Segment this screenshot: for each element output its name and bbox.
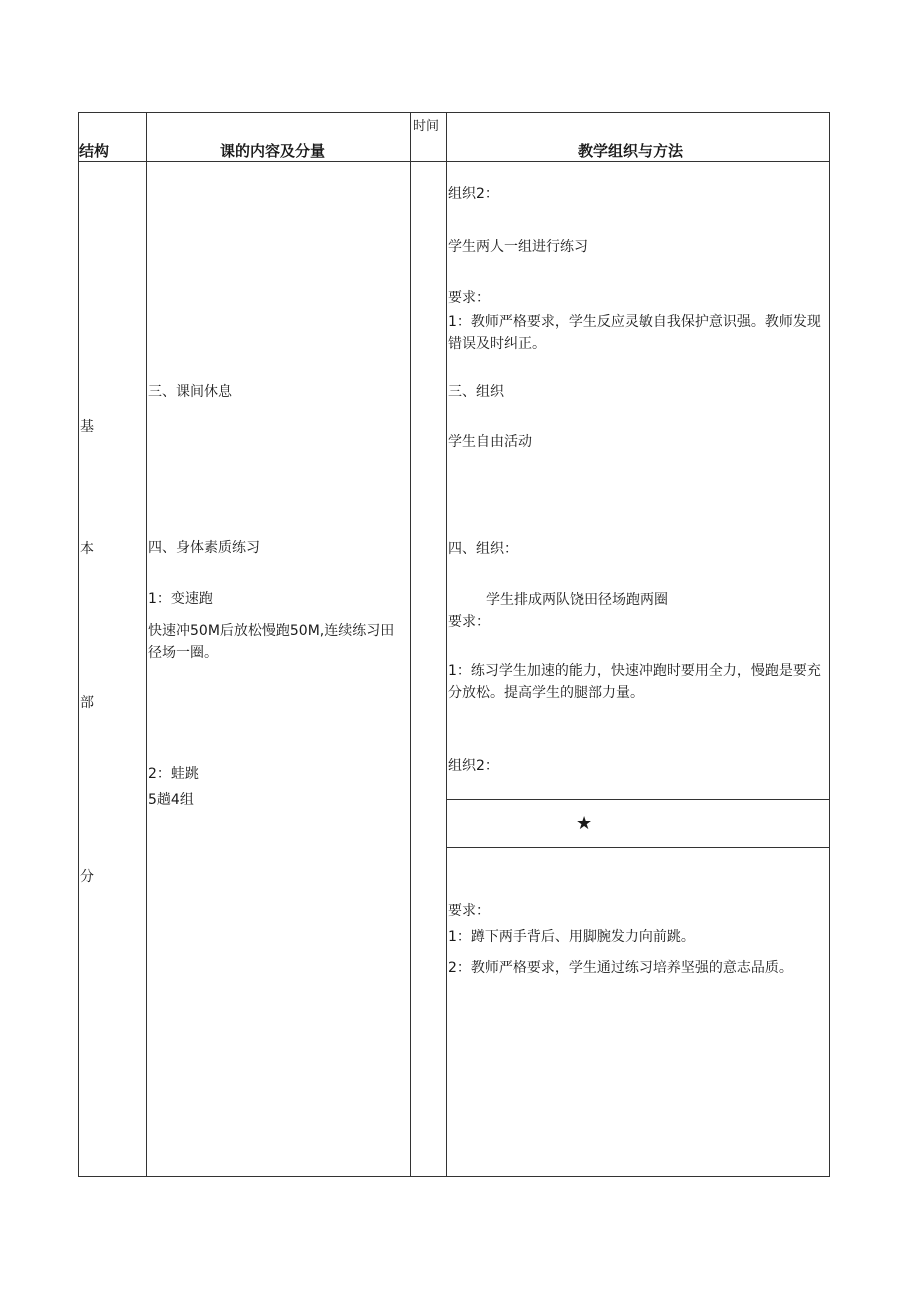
requirements-label: 要求： xyxy=(448,903,490,919)
organization-4-label: 四、组织： xyxy=(448,541,518,557)
exercise-1-description: 快速冲50M后放松慢跑50M,连续练习田径场一圈。 xyxy=(148,623,395,661)
organization-2-label: 组织2： xyxy=(448,758,499,774)
requirements-label: 要求： xyxy=(448,614,490,630)
requirement-item: 1：练习学生加速的能力，快速冲跑时要用全力，慢跑是要充分放松。提高学生的腿部力量。 xyxy=(448,663,821,701)
structure-char: 分 xyxy=(80,869,94,885)
exercise-2-description: 5趟4组 xyxy=(148,792,194,808)
requirements-label: 要求： xyxy=(448,290,490,306)
requirement-item: 2：教师严格要求，学生通过练习培养坚强的意志品质。 xyxy=(448,960,793,976)
exercise-1-title: 1：变速跑 xyxy=(148,591,213,607)
pairs-practice-text: 学生两人一组进行练习 xyxy=(448,239,588,255)
laps-text: 学生排成两队饶田径场跑两圈 xyxy=(486,592,668,608)
requirement-item: 1：蹲下两手背后、用脚腕发力向前跳。 xyxy=(448,929,695,945)
column-divider xyxy=(146,112,147,1177)
star-icon: ★ xyxy=(576,813,593,834)
diagram-box-top xyxy=(446,799,830,800)
structure-char: 部 xyxy=(80,695,94,711)
column-divider xyxy=(410,112,411,1177)
header-time: 时间 xyxy=(413,119,440,134)
header-structure: 结构 xyxy=(79,142,110,160)
header-content: 课的内容及分量 xyxy=(220,142,326,160)
rest-title: 三、课间休息 xyxy=(148,384,232,400)
requirement-item: 1：教师严格要求，学生反应灵敏自我保护意识强。教师发现错误及时纠正。 xyxy=(448,314,821,352)
organization-3-label: 三、组织 xyxy=(448,384,504,400)
structure-char: 基 xyxy=(80,419,94,435)
organization-2-label: 组织2： xyxy=(448,186,499,202)
header-divider xyxy=(78,161,830,162)
column-divider xyxy=(446,112,447,1177)
fitness-title: 四、身体素质练习 xyxy=(148,540,260,556)
structure-char: 本 xyxy=(80,541,94,557)
header-method: 教学组织与方法 xyxy=(578,142,684,160)
free-activity-text: 学生自由活动 xyxy=(448,434,532,450)
exercise-2-title: 2：蛙跳 xyxy=(148,766,199,782)
diagram-box-bottom xyxy=(446,847,830,848)
